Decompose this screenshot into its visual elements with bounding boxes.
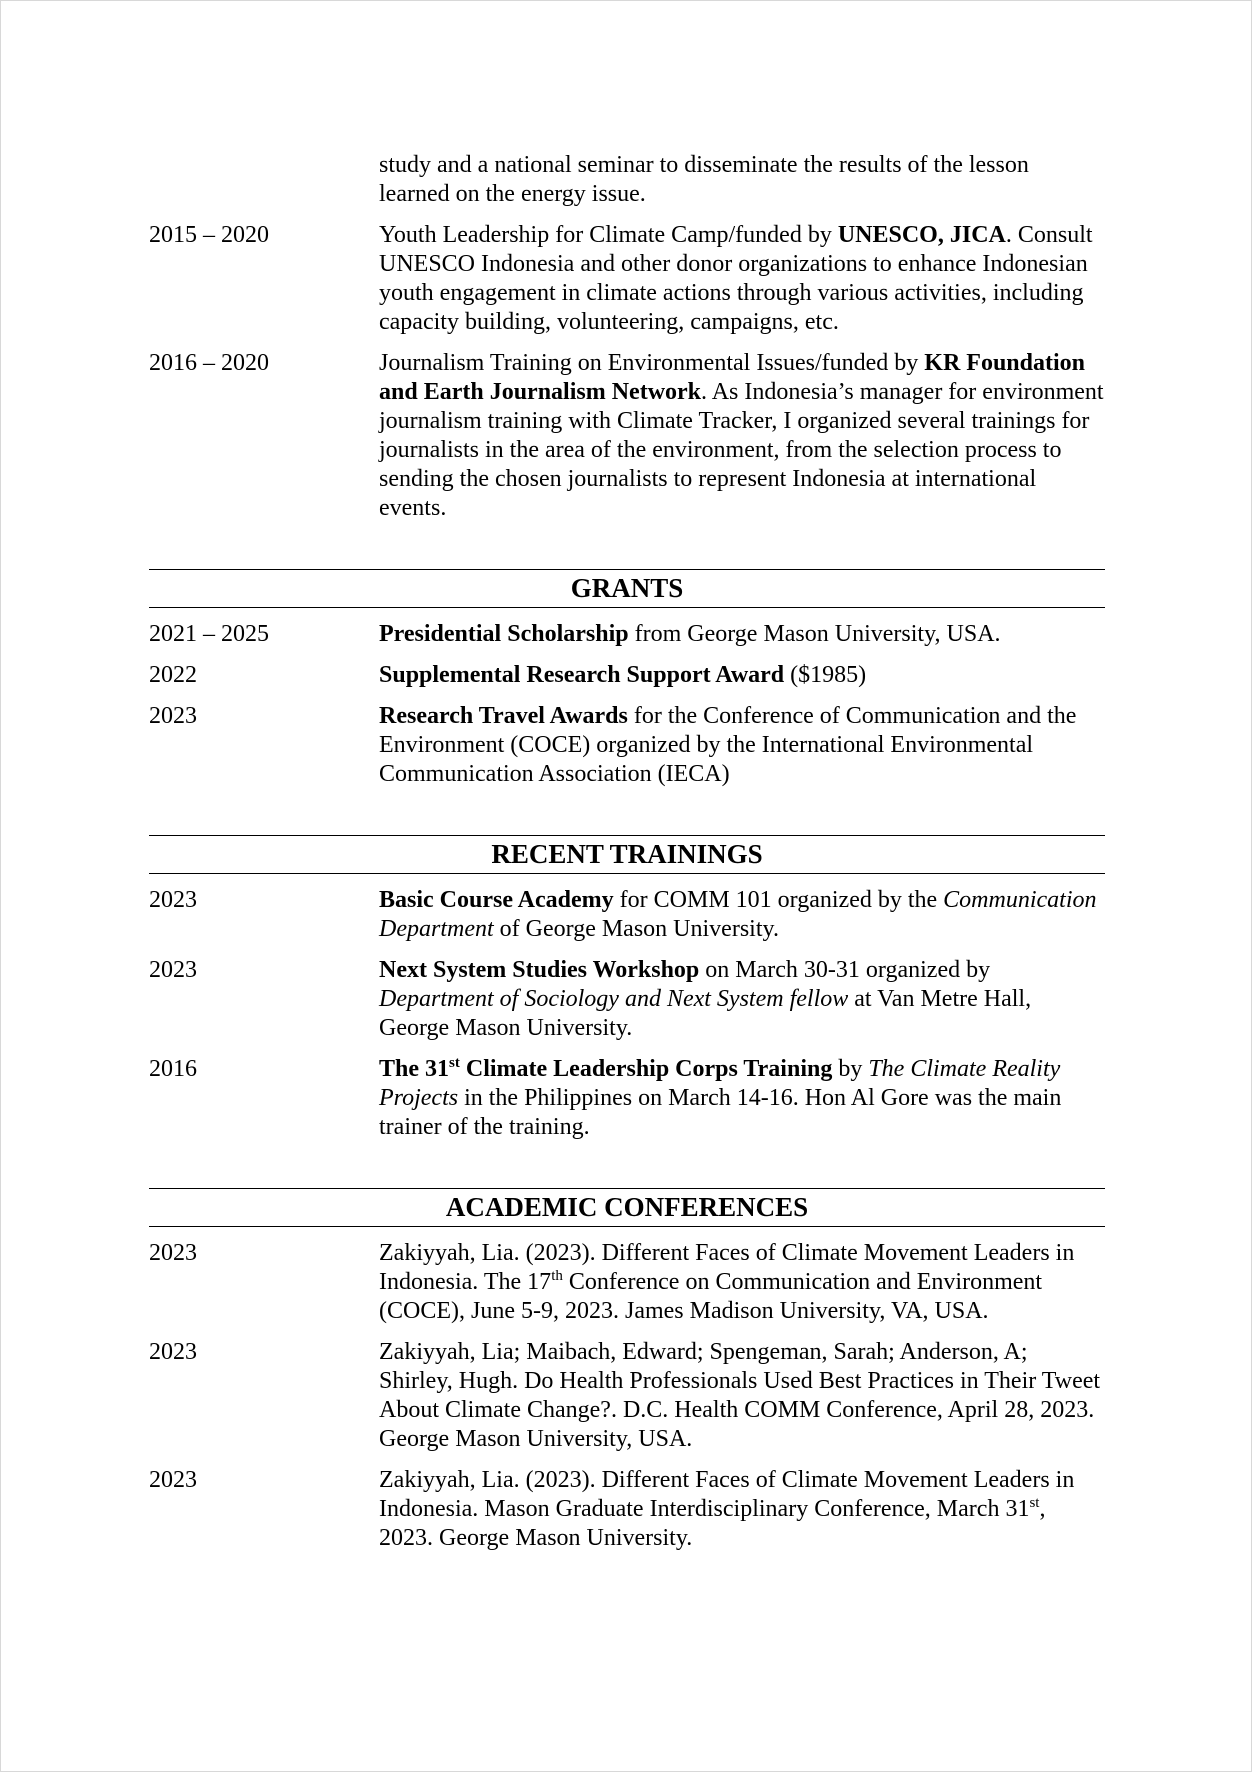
entry-description <box>379 956 1105 1043</box>
training-organizer: Department of Sociology and Next System fellow <box>379 986 849 1012</box>
entry-date: 2016 – 2020 <box>149 350 269 376</box>
entry-date: 2023 <box>149 1339 197 1365</box>
entry-description <box>379 1055 1105 1142</box>
conference-entry <box>149 1239 1105 1326</box>
training-name-part: Climate Leadership Corps Training <box>459 1056 833 1082</box>
conference-entry <box>149 1466 1105 1553</box>
grant-detail: from George Mason University, USA. <box>628 621 1001 647</box>
entry-description <box>379 1239 1105 1326</box>
entry-text-body: . As Indonesia’s manager for environment journalism training with Climate Tracker, I organized several trainings for journalists in the area of the environment, from the selection process to sending the chosen journalists to represent Indonesia at international events. <box>379 379 1104 521</box>
ordinal-suffix: st <box>449 1055 460 1071</box>
grant-name: Supplemental Research Support Award <box>379 662 785 688</box>
citation-text: Conference on Communication and Environment (COCE), June 5-9, 2023. James Madison University, VA, USA. <box>379 1269 1043 1324</box>
entry-date: 2023 <box>149 957 197 983</box>
entry-text-lead: Youth Leadership for Climate Camp/funded by <box>379 222 838 248</box>
ordinal-suffix: st <box>1029 1495 1040 1511</box>
entry-date: 2022 <box>149 662 197 688</box>
training-entry <box>149 956 1105 1043</box>
entry-date: 2023 <box>149 703 197 729</box>
experience-entry <box>149 349 1105 523</box>
grant-entry <box>149 620 1105 649</box>
training-organizer: Communication Department <box>379 887 1097 942</box>
entry-description <box>379 886 1105 944</box>
training-organizer: The Climate Reality Projects <box>379 1056 1061 1111</box>
entry-date: 2023 <box>149 1467 197 1493</box>
training-name <box>379 1056 832 1082</box>
ordinal-suffix: th <box>551 1268 563 1284</box>
citation-text: Zakiyyah, Lia; Maibach, Edward; Spengeman, Sarah; Anderson, A; Shirley, Hugh. Do Health Professionals Used Best Practices in Their Tweet About Climate Change?. D.C. Health COMM Conference, April 28, 2023. George Mason University, USA. <box>379 1339 1101 1452</box>
section-title-trainings: RECENT TRAININGS <box>149 835 1105 874</box>
section-title-grants: GRANTS <box>149 569 1105 608</box>
grant-name: Research Travel Awards <box>379 703 628 729</box>
training-entry <box>149 1055 1105 1142</box>
entry-funder: UNESCO, JICA <box>837 222 1006 248</box>
entry-date: 2023 <box>149 1240 197 1266</box>
grant-entry <box>149 702 1105 789</box>
entry-text-body: . Consult UNESCO Indonesia and other donor organizations to enhance Indonesian youth engagement in climate actions through various activities, including capacity building, volunteering, campaigns, etc. <box>379 222 1093 335</box>
training-name-part: The 31 <box>379 1056 450 1082</box>
grant-detail: ($1985) <box>784 662 867 688</box>
training-detail: of George Mason University. <box>493 916 779 942</box>
entry-description <box>379 1466 1105 1553</box>
entry-description <box>379 620 1105 649</box>
citation-text: Zakiyyah, Lia. (2023). Different Faces of Climate Movement Leaders in Indonesia. Mason Graduate Interdisciplinary Conference, March 31 <box>379 1467 1075 1522</box>
entry-date: 2023 <box>149 887 197 913</box>
training-detail: for COMM 101 organized by the <box>613 887 944 913</box>
training-name: Next System Studies Workshop <box>379 957 700 983</box>
entry-date: 2016 <box>149 1056 197 1082</box>
entry-description <box>379 702 1105 789</box>
cv-content <box>149 151 1105 1565</box>
grant-name: Presidential Scholarship <box>379 621 629 647</box>
entry-date: 2021 – 2025 <box>149 621 269 647</box>
entry-description <box>379 349 1105 523</box>
entry-funder: KR Foundation and Earth Journalism Network <box>379 350 1086 405</box>
entry-description <box>379 221 1105 337</box>
training-detail: at Van Metre Hall, George Mason University. <box>379 986 1032 1041</box>
entry-text-lead: Journalism Training on Environmental Issues/funded by <box>379 350 925 376</box>
citation-text: , 2023. George Mason University. <box>379 1496 1046 1551</box>
training-detail: on March 30-31 organized by <box>699 957 991 983</box>
section-title-conferences: ACADEMIC CONFERENCES <box>149 1188 1105 1227</box>
entry-date: 2015 – 2020 <box>149 222 269 248</box>
continuation-paragraph: study and a national seminar to disseminate the results of the lesson learned on the energy issue. <box>379 152 1029 207</box>
entry-description <box>379 661 1105 690</box>
training-detail: in the Philippines on March 14-16. Hon Al Gore was the main trainer of the training. <box>379 1085 1062 1140</box>
grant-detail: for the Conference of Communication and the Environment (COCE) organized by the International Environmental Communication Association (IECA) <box>379 703 1077 787</box>
entry-description <box>379 1338 1105 1454</box>
training-detail: by <box>832 1056 869 1082</box>
training-entry <box>149 886 1105 944</box>
training-name: Basic Course Academy <box>379 887 614 913</box>
citation-text: Zakiyyah, Lia. (2023). Different Faces of Climate Movement Leaders in Indonesia. The 17 <box>379 1240 1075 1295</box>
experience-entry <box>149 221 1105 337</box>
grant-entry <box>149 661 1105 690</box>
conference-entry <box>149 1338 1105 1454</box>
